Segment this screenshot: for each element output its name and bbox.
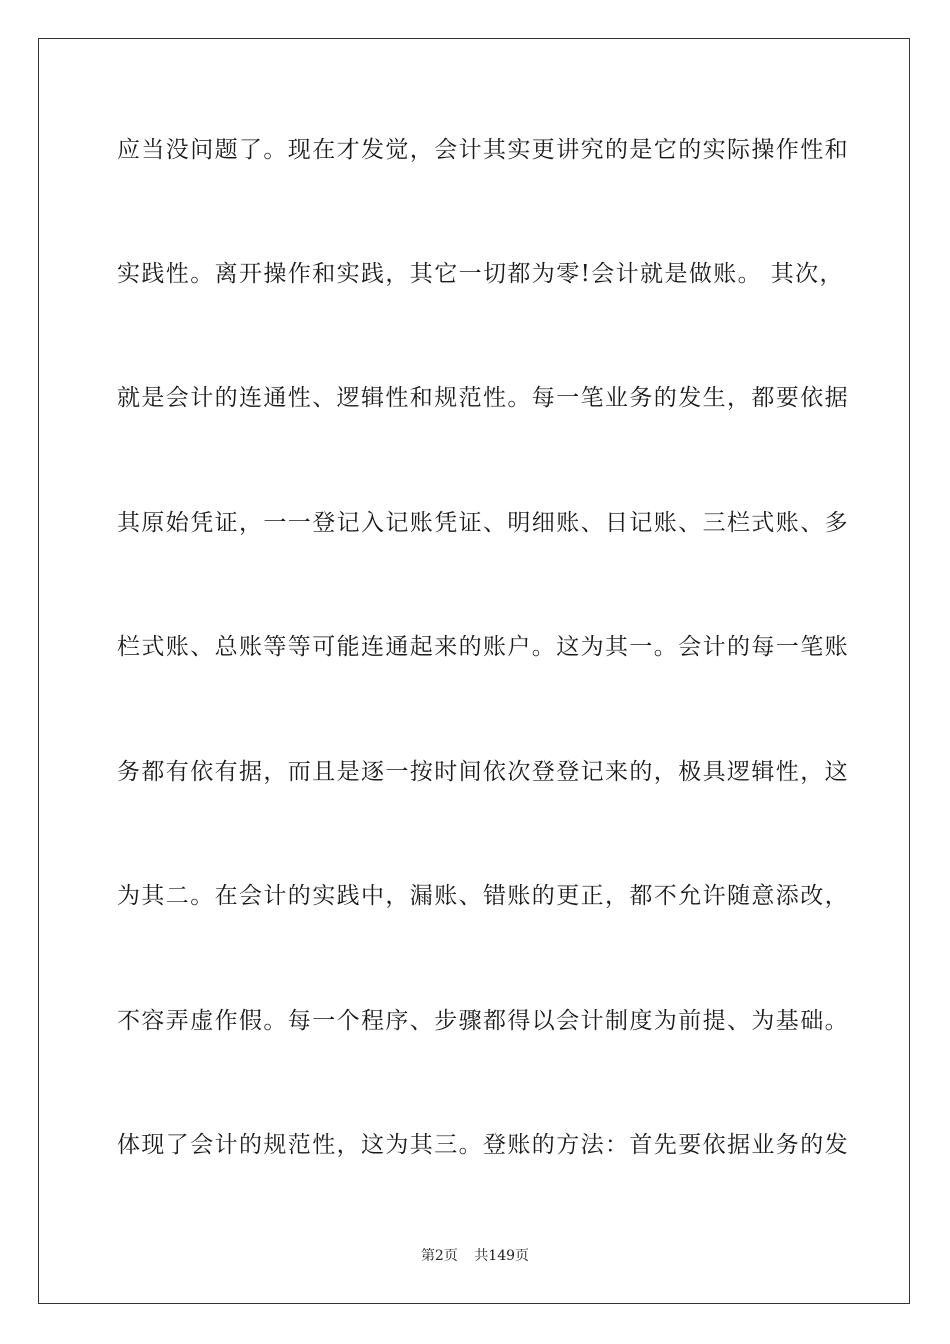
page-frame xyxy=(38,38,910,1304)
page-total: 共149页 xyxy=(474,1248,530,1264)
text-line: 其原始凭证，一一登记入记账凭证、明细账、日记账、三栏式账、多 xyxy=(117,510,849,536)
text-line: 应当没问题了。现在才发觉，会计其实更讲究的是它的实际操作性和 xyxy=(117,137,849,163)
text-line: 实践性。离开操作和实践，其它一切都为零!会计就是做账。 其次， xyxy=(117,261,844,287)
text-line: 务都有依有据，而且是逐一按时间依次登登记来的，极具逻辑性，这 xyxy=(117,759,849,785)
text-line: 不容弄虚作假。每一个程序、步骤都得以会计制度为前提、为基础。 xyxy=(117,1008,849,1034)
text-line: 体现了会计的规范性，这为其三。登账的方法：首先要依据业务的发 xyxy=(117,1132,849,1158)
text-line: 为其二。在会计的实践中，漏账、错账的更正，都不允许随意添改， xyxy=(117,883,849,909)
text-line: 就是会计的连通性、逻辑性和规范性。每一笔业务的发生，都要依据 xyxy=(117,385,849,411)
text-line: 栏式账、总账等等可能连通起来的账户。这为其一。会计的每一笔账 xyxy=(117,634,849,660)
page-number: 第2页 xyxy=(420,1248,458,1264)
page-footer xyxy=(0,1246,950,1266)
